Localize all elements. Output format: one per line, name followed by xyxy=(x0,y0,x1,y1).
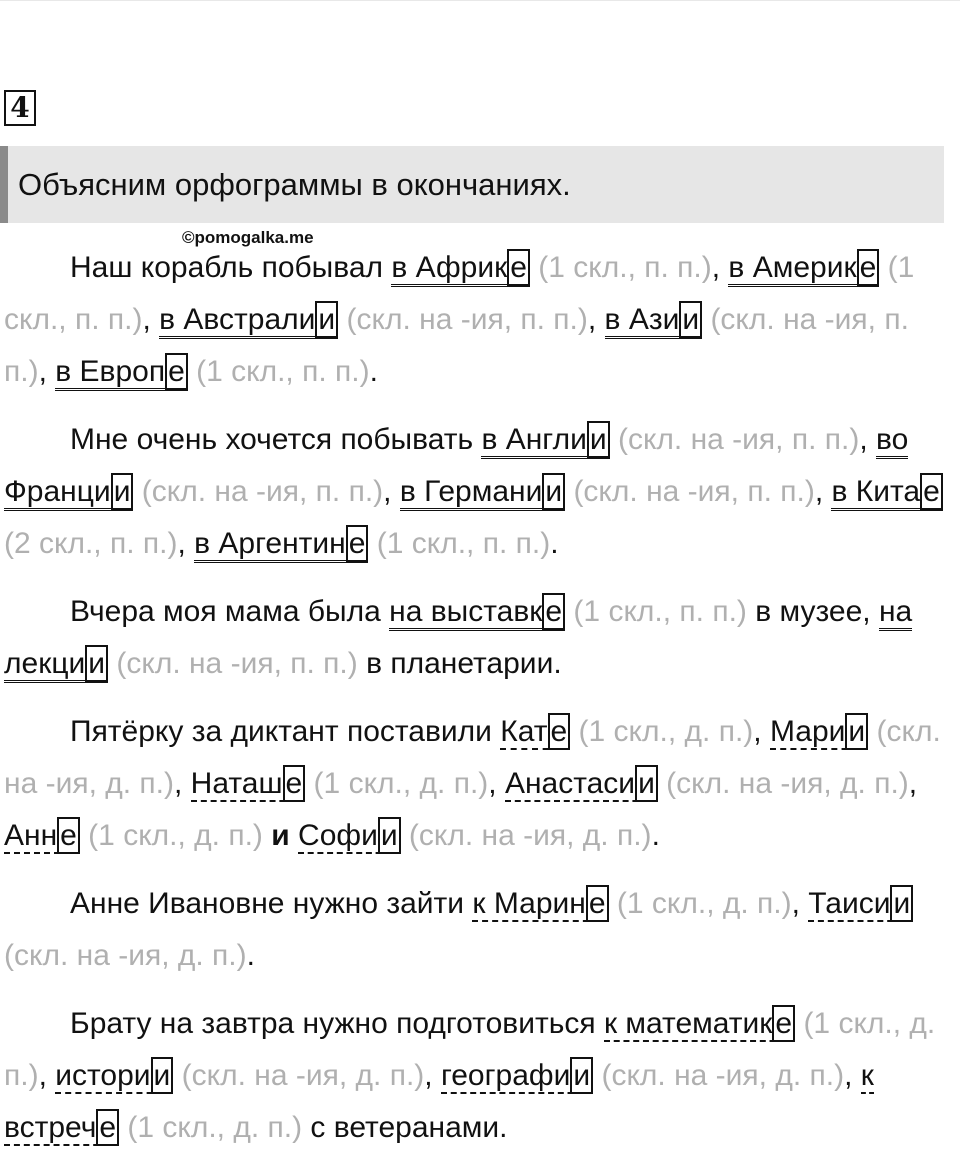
underlined-word xyxy=(481,423,609,459)
word-ending-box: е xyxy=(346,525,369,562)
grammar-note: (скл. на -ия, п. п.) xyxy=(4,303,909,388)
plain-text: Наш корабль побывал xyxy=(70,251,392,284)
underlined-word xyxy=(831,475,942,511)
grammar-note: (скл. на -ия, п. п.) xyxy=(338,303,588,336)
grammar-note: (1 скл., д. п.) xyxy=(4,1007,936,1092)
grammar-note: (1 скл., д. п.) xyxy=(79,819,263,852)
word-ending-box: е xyxy=(586,885,609,922)
word-stem: к математик xyxy=(603,1007,773,1040)
plain-text: , xyxy=(177,527,195,560)
plain-text: , xyxy=(383,475,400,508)
plain-text: , xyxy=(711,251,729,284)
word-stem: Софи xyxy=(298,819,378,852)
word-ending-box: е xyxy=(548,713,571,750)
word-stem: Анн xyxy=(4,819,58,852)
word-stem: в Кита xyxy=(831,475,921,508)
underlined-word xyxy=(441,1059,593,1094)
underlined-word xyxy=(389,595,565,631)
word-stem: Анастаси xyxy=(504,767,636,800)
plain-text: , xyxy=(174,767,191,800)
plain-text: , xyxy=(859,423,876,456)
grammar-note: (скл. на -ия, д. п.) xyxy=(593,1059,845,1092)
grammar-note: (скл. на -ия, п. п.) xyxy=(133,475,384,508)
grammar-note: (скл. на -ия, д. п.) xyxy=(400,819,652,852)
word-stem: географи xyxy=(440,1059,571,1092)
plain-text: Брату на завтра нужно подготовиться xyxy=(70,1007,604,1040)
word-ending-box: е xyxy=(857,249,880,286)
word-ending-box: е xyxy=(165,353,188,390)
word-ending-box: е xyxy=(542,593,565,630)
underlined-word xyxy=(159,303,338,339)
plain-text: , xyxy=(753,715,770,748)
grammar-note: (1 скл., п. п.) xyxy=(368,527,551,560)
word-stem: в Австрали xyxy=(159,303,316,336)
exercise-text xyxy=(4,242,956,1170)
plain-text: , xyxy=(38,1059,56,1092)
paragraph xyxy=(4,998,956,1154)
underlined-word xyxy=(605,303,703,339)
plain-text: Вчера моя мама была xyxy=(70,595,390,628)
paragraph xyxy=(4,414,956,570)
word-ending-box: и xyxy=(570,1057,593,1094)
grammar-note: (скл. на -ия, д. п.) xyxy=(657,767,909,800)
top-divider xyxy=(0,0,960,1)
word-ending-box: и xyxy=(679,301,702,338)
underlined-word xyxy=(770,715,868,750)
underlined-word xyxy=(472,887,608,922)
grammar-note: (скл. на -ия, д. п.) xyxy=(4,715,941,800)
grammar-note: (1 скл., д. п.) xyxy=(119,1111,303,1144)
word-ending-box: и xyxy=(151,1057,174,1094)
plain-text: Анне Ивановне нужно зайти xyxy=(70,887,473,920)
word-stem: в Африк xyxy=(391,251,508,284)
word-ending-box: и xyxy=(587,421,610,458)
plain-text: , xyxy=(424,1059,441,1092)
underlined-word xyxy=(191,767,306,802)
plain-text: , xyxy=(908,767,918,800)
word-ending-box: и xyxy=(635,765,658,802)
word-stem: в Европ xyxy=(55,355,166,388)
paragraph xyxy=(4,706,956,862)
word-stem: на выставк xyxy=(389,595,543,628)
paragraph xyxy=(4,878,956,982)
plain-text: , xyxy=(844,1059,861,1092)
plain-text: , xyxy=(142,303,160,336)
plain-text: . xyxy=(651,819,660,852)
grammar-note: (1 скл., д. п.) xyxy=(305,767,489,800)
plain-text: Пятёрку за диктант поставили xyxy=(70,715,501,748)
word-stem: Кат xyxy=(500,715,548,748)
word-stem: в Германи xyxy=(399,475,543,508)
grammar-note: (1 скл., д. п.) xyxy=(608,887,792,920)
word-ending-box: е xyxy=(772,1005,795,1042)
grammar-note: (2 скл., п. п.) xyxy=(4,527,178,560)
grammar-note: (скл. на -ия, п. п.) xyxy=(108,647,358,680)
word-stem: на лекци xyxy=(4,595,913,680)
conjunction-text: и xyxy=(262,819,299,852)
word-ending-box: е xyxy=(920,473,943,510)
underlined-word xyxy=(728,251,879,287)
grammar-note: (1 скл., д. п.) xyxy=(570,715,754,748)
word-ending-box: и xyxy=(85,645,108,682)
underlined-word xyxy=(808,887,913,922)
word-ending-box: и xyxy=(378,817,401,854)
underlined-word xyxy=(391,251,530,287)
grammar-note: (1 скл., п. п.) xyxy=(4,251,915,336)
underlined-word xyxy=(55,355,188,391)
word-stem: к Марин xyxy=(472,887,586,920)
word-ending-box: и xyxy=(111,473,134,510)
word-stem: в Ази xyxy=(604,303,680,336)
underlined-word xyxy=(604,1007,795,1042)
plain-text: , xyxy=(38,355,56,388)
word-stem: Мари xyxy=(769,715,846,748)
word-stem: Наташ xyxy=(190,767,283,800)
watermark: ©pomogalka.me xyxy=(182,228,314,247)
paragraph xyxy=(4,586,956,690)
underlined-word xyxy=(55,1059,173,1094)
grammar-note: (скл. на -ия, п. п.) xyxy=(609,423,860,456)
task-number-box: 4 xyxy=(4,90,36,126)
word-ending-box: е xyxy=(283,765,306,802)
word-ending-box: е xyxy=(96,1109,119,1146)
underlined-word xyxy=(400,475,565,511)
plain-text: . xyxy=(246,939,255,972)
underlined-word xyxy=(505,767,658,802)
word-ending-box: и xyxy=(542,473,565,510)
word-stem: во Франци xyxy=(4,423,909,508)
plain-text: , xyxy=(791,887,809,920)
word-stem: к встреч xyxy=(4,1059,874,1144)
word-stem: в Америк xyxy=(728,251,857,284)
plain-text: , xyxy=(587,303,605,336)
plain-text: . xyxy=(550,527,559,560)
word-ending-box: е xyxy=(57,817,80,854)
paragraph xyxy=(4,242,956,398)
word-ending-box: и xyxy=(315,301,338,338)
plain-text: в планетарии. xyxy=(357,647,562,680)
plain-text: в музее, xyxy=(746,595,879,628)
word-stem: Таиси xyxy=(808,887,891,920)
plain-text: Мне очень хочется побывать xyxy=(70,423,482,456)
plain-text: с ветеранами. xyxy=(302,1111,508,1144)
plain-text: , xyxy=(488,767,505,800)
grammar-note: (1 скл., п. п.) xyxy=(187,355,370,388)
grammar-note: (скл. на -ия, д. п.) xyxy=(4,939,247,972)
word-ending-box: и xyxy=(845,713,868,750)
word-ending-box: е xyxy=(507,249,530,286)
word-stem: в Англи xyxy=(481,423,587,456)
underlined-word xyxy=(194,527,368,563)
grammar-note: (скл. на -ия, д. п.) xyxy=(173,1059,425,1092)
underlined-word xyxy=(298,819,401,854)
word-ending-box: и xyxy=(890,885,913,922)
plain-text: , xyxy=(814,475,832,508)
word-stem: истори xyxy=(55,1059,151,1092)
underlined-word xyxy=(4,819,80,854)
task-banner: Объясним орфограммы в окончаниях. xyxy=(0,146,944,223)
underlined-word xyxy=(500,715,570,750)
grammar-note: (1 скл., п. п.) xyxy=(565,595,747,628)
grammar-note: (1 скл., п. п.) xyxy=(529,251,712,284)
plain-text: . xyxy=(369,355,378,388)
word-stem: в Аргентин xyxy=(194,527,346,560)
grammar-note: (скл. на -ия, п. п.) xyxy=(565,475,815,508)
